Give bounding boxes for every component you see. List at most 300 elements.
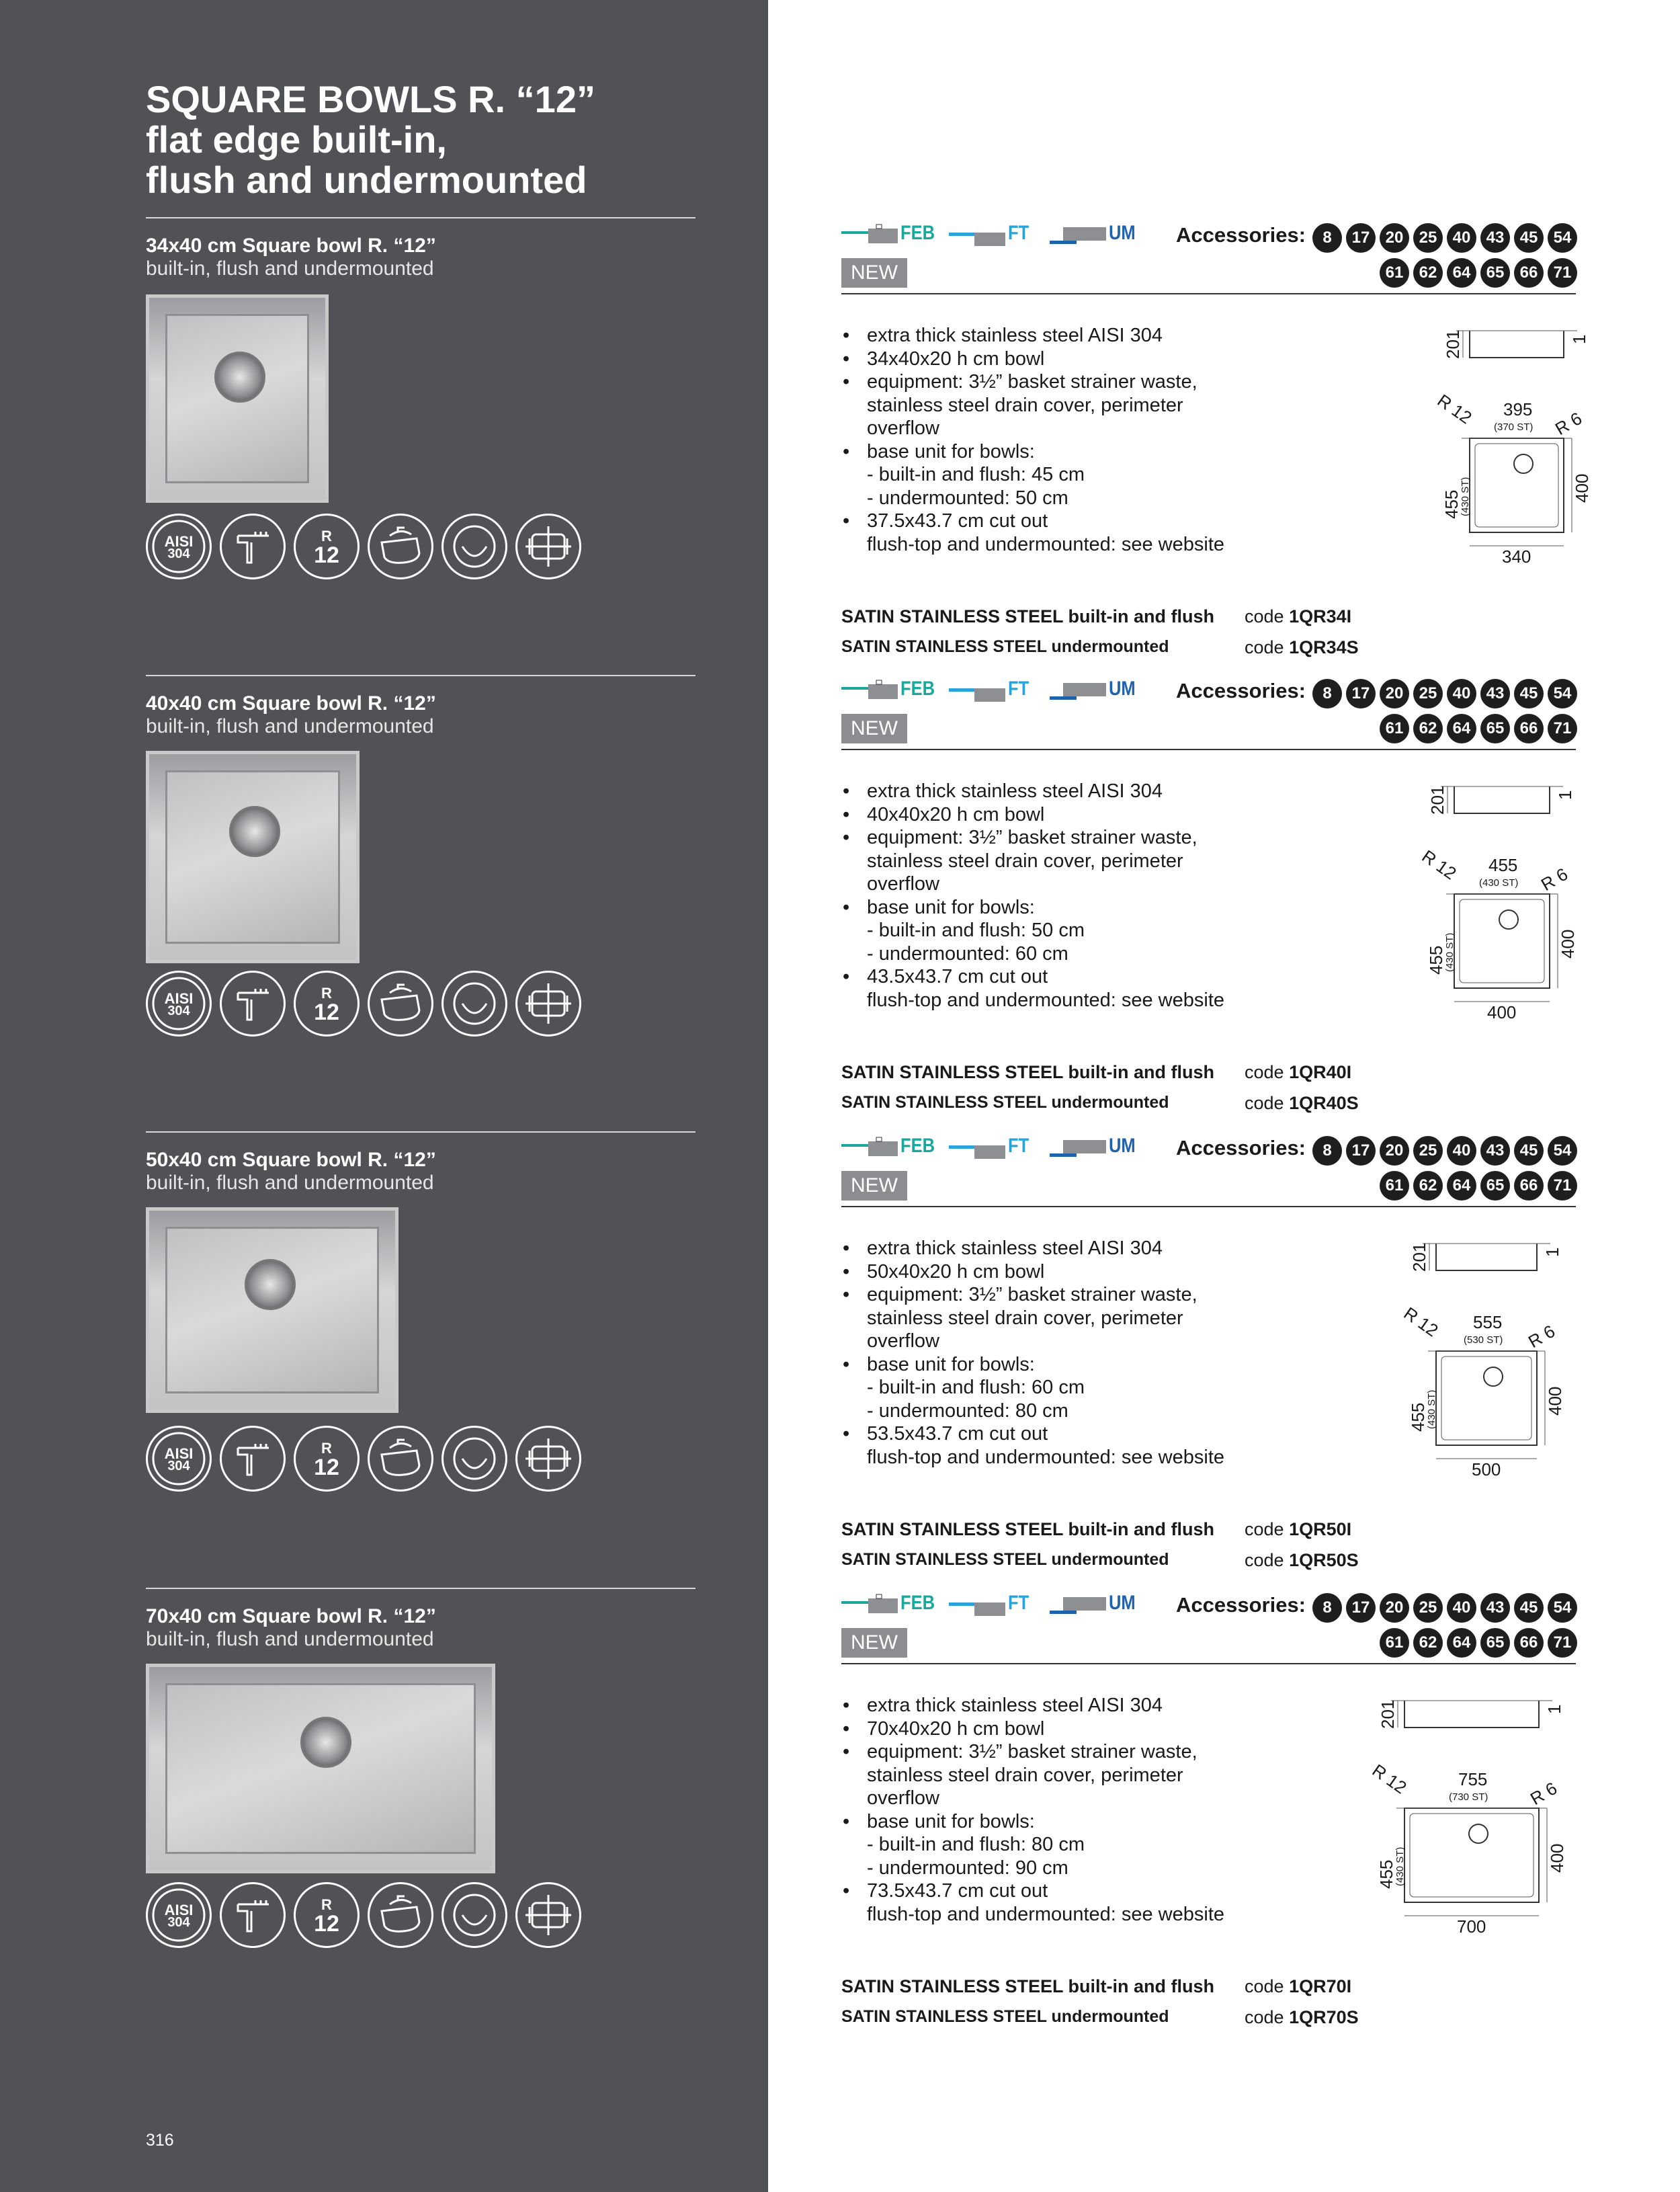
product-code-row <box>841 2007 1576 2034</box>
accessory-badge[interactable]: 25 <box>1413 1593 1443 1623</box>
um-mount <box>1050 1135 1157 1162</box>
accessory-badge[interactable]: 43 <box>1480 223 1510 253</box>
product-heading: 34x40 cm Square bowl R. “12” <box>146 235 436 257</box>
accessory-badge[interactable]: 64 <box>1447 258 1476 288</box>
product-code-row <box>841 1062 1576 1089</box>
cut-out-template-icon-graphic <box>517 516 579 577</box>
caliper-thickness-icon-graphic <box>222 1428 284 1490</box>
material-label: SATIN STAINLESS STEEL undermounted <box>841 637 1169 656</box>
page-title-line: flat edge built-in, <box>146 118 447 161</box>
radius-label: R <box>321 985 332 1002</box>
caliper-thickness-icon-graphic <box>222 516 284 577</box>
accessory-badge[interactable]: 25 <box>1413 1136 1443 1166</box>
product-code-row <box>841 1093 1576 1120</box>
accessory-badge[interactable]: 40 <box>1447 1593 1476 1623</box>
um-mount-label: UM <box>1109 1135 1136 1157</box>
outer-height-dimension: 455 <box>1441 489 1462 519</box>
product-spec <box>841 1129 1576 1573</box>
strainer-waste-icon <box>442 1426 507 1492</box>
left-panel <box>0 0 768 2192</box>
feature-item: • 34x40x20 h cm bowl <box>841 348 1312 371</box>
section-divider <box>841 1663 1576 1664</box>
feature-item: • 53.5x43.7 cm cut out <box>841 1422 1312 1446</box>
inner-width-dimension: 500 <box>1472 1459 1501 1479</box>
accessory-badge[interactable]: 43 <box>1480 679 1510 708</box>
feature-item: • extra thick stainless steel AISI 304 <box>841 1694 1312 1717</box>
code-value: 1QR40S <box>1289 1093 1359 1113</box>
section-divider <box>841 749 1576 750</box>
accessory-badge[interactable]: 54 <box>1548 223 1577 253</box>
feature-item: • 40x40x20 h cm bowl <box>841 803 1312 827</box>
bowl-top-view <box>1454 894 1550 988</box>
code-value: 1QR50S <box>1289 1550 1359 1570</box>
radius-12-icon <box>294 1426 360 1492</box>
feature-item: • base unit for bowls: <box>841 440 1312 464</box>
code-prefix: code <box>1245 2007 1284 2027</box>
ft-mount <box>949 222 1056 249</box>
accessory-badge[interactable]: 66 <box>1514 258 1544 288</box>
strainer-waste-icon-graphic <box>444 1884 505 1946</box>
accessory-badge[interactable]: 71 <box>1548 714 1577 743</box>
accessory-badge[interactable]: 66 <box>1514 1628 1544 1658</box>
ft-mount-icon <box>949 222 1007 249</box>
outer-height-st-dimension: (430 ST) <box>1460 477 1471 516</box>
accessory-badge[interactable]: 62 <box>1413 1628 1443 1658</box>
accessories-label: Accessories: <box>1176 679 1306 702</box>
feature-icons <box>146 1426 697 1493</box>
page-title-line: flush and undermounted <box>146 159 587 201</box>
product-heading: 40x40 cm Square bowl R. “12” <box>146 692 436 715</box>
bowl-basin <box>165 1683 476 1854</box>
accessory-badge[interactable]: 71 <box>1548 1171 1577 1201</box>
feature-item: • 70x40x20 h cm bowl <box>841 1717 1312 1741</box>
material-label: SATIN STAINLESS STEEL built-in and flush <box>841 606 1215 626</box>
accessory-badge[interactable]: 65 <box>1480 714 1510 743</box>
rim-dimension: 1 <box>1544 1704 1564 1714</box>
accessories-label: Accessories: <box>1176 1593 1306 1617</box>
radius-value: 12 <box>314 1000 339 1025</box>
feature-item: - built-in and flush: 80 cm <box>867 1834 1085 1855</box>
outer-radius-dimension: R 12 <box>1418 846 1460 884</box>
feb-mount-label: FEB <box>900 222 935 244</box>
cut-out-template-icon <box>515 1882 581 1948</box>
feature-item: stainless steel drain cover, perimeter <box>867 1307 1183 1329</box>
outer-radius-dimension: R 12 <box>1368 1760 1411 1798</box>
outer-width-st-dimension: (530 ST) <box>1464 1334 1503 1346</box>
caliper-thickness-icon <box>220 514 286 579</box>
aisi-304-icon <box>146 1882 212 1948</box>
depth-dimension: 201 <box>1409 1242 1429 1272</box>
product-code-row <box>841 637 1576 664</box>
bowl-profile <box>1470 331 1564 358</box>
accessory-badge[interactable]: 62 <box>1413 1171 1443 1201</box>
technical-drawing <box>1368 1687 1581 1946</box>
cut-out-template-icon <box>515 971 581 1037</box>
product-code-row <box>841 606 1576 633</box>
inner-width-dimension: 340 <box>1502 546 1531 567</box>
accessory-badge[interactable]: 8 <box>1312 1593 1342 1623</box>
product-code <box>1245 1519 1351 1540</box>
feature-item: - built-in and flush: 45 cm <box>867 464 1085 485</box>
accessory-badge[interactable]: 64 <box>1447 1171 1476 1201</box>
feature-item: - undermounted: 80 cm <box>867 1399 1068 1422</box>
page-title-line: SQUARE BOWLS R. “12” <box>146 78 595 120</box>
feature-item: stainless steel drain cover, perimeter <box>867 394 1183 416</box>
accessory-badge[interactable]: 45 <box>1514 679 1544 708</box>
inner-radius-dimension: R 6 <box>1525 1320 1559 1352</box>
depth-dimension: 201 <box>1443 329 1463 359</box>
product-code-row <box>841 1976 1576 2003</box>
bowl-top-view <box>1404 1808 1539 1902</box>
caliper-thickness-icon <box>220 1426 286 1492</box>
ft-mount-label: FT <box>1008 678 1030 700</box>
feature-list <box>841 1694 1312 1926</box>
product-code <box>1245 1062 1351 1083</box>
product-code-row <box>841 1550 1576 1577</box>
section-divider <box>841 1206 1576 1207</box>
accessory-badge[interactable]: 65 <box>1480 1171 1510 1201</box>
outer-radius-dimension: R 12 <box>1400 1303 1442 1341</box>
radius-label: R <box>321 1896 332 1913</box>
feb-mount-label: FEB <box>900 1135 935 1157</box>
accessory-badge[interactable]: 20 <box>1380 1136 1409 1166</box>
ft-mount-label: FT <box>1008 1135 1030 1157</box>
ft-mount <box>949 678 1056 704</box>
um-mount-icon <box>1050 678 1107 704</box>
code-prefix: code <box>1245 637 1284 657</box>
accessory-badge[interactable]: 71 <box>1548 258 1577 288</box>
accessories-label: Accessories: <box>1176 1136 1306 1160</box>
aisi-label: AISI <box>164 533 194 550</box>
feature-item: • base unit for bowls: <box>841 1353 1312 1377</box>
cookware-pot-icon <box>368 514 433 579</box>
technical-drawing <box>1379 317 1592 576</box>
drain-hole-icon <box>1484 1367 1503 1386</box>
ft-mount-label: FT <box>1008 222 1030 244</box>
feb-mount-icon <box>841 222 899 249</box>
aisi-label: AISI <box>164 1445 194 1462</box>
accessory-badge[interactable]: 40 <box>1447 223 1476 253</box>
feature-item: overflow <box>867 1330 939 1352</box>
feature-icons <box>146 1882 697 1949</box>
cut-out-template-icon <box>515 1426 581 1492</box>
outer-height-dimension: 455 <box>1376 1859 1396 1889</box>
technical-drawing <box>1379 773 1581 1032</box>
cut-out-template-icon <box>515 514 581 579</box>
accessory-badge[interactable]: 43 <box>1480 1136 1510 1166</box>
feature-item: flush-top and undermounted: see website <box>867 1903 1225 1925</box>
accessory-badge[interactable]: 25 <box>1413 679 1443 708</box>
new-badge: NEW <box>841 258 907 288</box>
accessory-badge[interactable]: 8 <box>1312 223 1342 253</box>
radius-12-icon <box>294 1882 360 1948</box>
strainer-waste-icon <box>442 971 507 1037</box>
code-prefix: code <box>1245 1976 1284 1996</box>
cookware-pot-icon-graphic <box>370 1884 431 1946</box>
drain-icon <box>214 352 265 403</box>
radius-12-icon <box>294 514 360 579</box>
accessory-badge[interactable]: 65 <box>1480 258 1510 288</box>
product-spec <box>841 1586 1576 2030</box>
feature-item: • extra thick stainless steel AISI 304 <box>841 324 1312 348</box>
depth-dimension: 201 <box>1378 1699 1398 1729</box>
rim-dimension: 1 <box>1569 334 1589 344</box>
aisi-label: AISI <box>164 990 194 1007</box>
product-heading-block <box>146 675 696 738</box>
strainer-waste-icon <box>442 514 507 579</box>
outer-width-dimension: 755 <box>1458 1769 1488 1789</box>
outer-height-dimension: 455 <box>1426 945 1446 975</box>
feb-mount <box>841 1135 949 1162</box>
feature-item: flush-top and undermounted: see website <box>867 1446 1225 1468</box>
ft-mount <box>949 1592 1056 1619</box>
aisi-304-icon <box>146 971 212 1037</box>
cookware-pot-icon-graphic <box>370 516 431 577</box>
feature-item: overflow <box>867 873 939 895</box>
product-code <box>1245 2007 1359 2028</box>
caliper-thickness-icon-graphic <box>222 1884 284 1946</box>
inner-height-dimension: 400 <box>1572 473 1592 503</box>
feb-mount-label: FEB <box>900 678 935 700</box>
feb-mount-icon <box>841 1135 899 1162</box>
radius-value: 12 <box>314 1455 339 1480</box>
dimension-drawing <box>1368 1687 1581 1943</box>
material-label: SATIN STAINLESS STEEL undermounted <box>841 2007 1169 2026</box>
cookware-pot-icon-graphic <box>370 973 431 1034</box>
accessory-badge[interactable]: 61 <box>1380 258 1409 288</box>
radius-value: 12 <box>314 1911 339 1937</box>
feature-item: overflow <box>867 1787 939 1809</box>
aisi-grade: 304 <box>167 546 190 561</box>
accessory-badge[interactable]: 64 <box>1447 1628 1476 1658</box>
feature-item: flush-top and undermounted: see website <box>867 989 1225 1011</box>
strainer-waste-icon-graphic <box>444 1428 505 1490</box>
depth-dimension: 201 <box>1427 785 1447 815</box>
strainer-waste-icon-graphic <box>444 516 505 577</box>
accessory-badge[interactable]: 61 <box>1380 1171 1409 1201</box>
accessory-badge[interactable]: 8 <box>1312 1136 1342 1166</box>
accessory-badge[interactable]: 71 <box>1548 1628 1577 1658</box>
accessory-badge[interactable]: 20 <box>1380 1593 1409 1623</box>
outer-width-dimension: 455 <box>1488 855 1518 875</box>
outer-height-st-dimension: (430 ST) <box>1394 1846 1406 1886</box>
cookware-pot-icon <box>368 1882 433 1948</box>
bowl-photo <box>146 1664 495 1873</box>
accessory-badge[interactable]: 17 <box>1346 679 1376 708</box>
rim-dimension: 1 <box>1542 1247 1562 1257</box>
strainer-waste-icon <box>442 1882 507 1948</box>
feb-mount-icon <box>841 678 899 704</box>
product-code-row <box>841 1519 1576 1546</box>
feature-item: overflow <box>867 417 939 439</box>
code-value: 1QR34I <box>1289 606 1352 626</box>
um-mount-label: UM <box>1109 1592 1136 1614</box>
accessory-badge[interactable]: 20 <box>1380 223 1409 253</box>
radius-label: R <box>321 1440 332 1457</box>
code-prefix: code <box>1245 1093 1284 1113</box>
um-mount-icon <box>1050 222 1107 249</box>
inner-width-dimension: 700 <box>1457 1916 1486 1937</box>
aisi-grade: 304 <box>167 1004 190 1018</box>
accessory-badge[interactable]: 66 <box>1514 714 1544 743</box>
feature-icons <box>146 514 697 581</box>
feature-item: - undermounted: 50 cm <box>867 487 1068 509</box>
um-mount-label: UM <box>1109 222 1136 244</box>
product-subheading: built-in, flush and undermounted <box>146 1628 434 1650</box>
accessory-badge[interactable]: 54 <box>1548 1136 1577 1166</box>
feature-item: • 73.5x43.7 cm cut out <box>841 1879 1312 1903</box>
accessory-badge[interactable]: 45 <box>1514 223 1544 253</box>
bowl-photo <box>146 294 329 503</box>
feb-mount <box>841 222 949 249</box>
accessory-badge[interactable]: 65 <box>1480 1628 1510 1658</box>
cut-out-template-icon-graphic <box>517 973 579 1034</box>
code-value: 1QR34S <box>1289 637 1359 657</box>
feature-item: • equipment: 3½” basket strainer waste, <box>841 1283 1312 1307</box>
outer-width-dimension: 395 <box>1503 399 1533 419</box>
product-spec <box>841 216 1592 660</box>
accessory-badge[interactable]: 45 <box>1514 1136 1544 1166</box>
material-label: SATIN STAINLESS STEEL undermounted <box>841 1550 1169 1569</box>
accessory-badge[interactable]: 66 <box>1514 1171 1544 1201</box>
bowl-photo <box>146 751 360 963</box>
outer-height-st-dimension: (430 ST) <box>1444 932 1456 972</box>
accessory-badge[interactable]: 43 <box>1480 1593 1510 1623</box>
feature-item: • base unit for bowls: <box>841 896 1312 920</box>
product-spec <box>841 672 1576 1116</box>
accessory-badge[interactable]: 62 <box>1413 258 1443 288</box>
accessory-badge[interactable]: 25 <box>1413 223 1443 253</box>
um-mount <box>1050 1592 1157 1619</box>
bowl-profile <box>1436 1244 1537 1270</box>
drain-hole-icon <box>1469 1824 1488 1843</box>
drain-icon <box>245 1259 296 1310</box>
accessory-badge[interactable]: 54 <box>1548 679 1577 708</box>
code-prefix: code <box>1245 1550 1284 1570</box>
code-prefix: code <box>1245 606 1284 626</box>
accessory-badge[interactable]: 64 <box>1447 714 1476 743</box>
technical-drawing <box>1379 1230 1581 1489</box>
inner-radius-dimension: R 6 <box>1552 407 1586 440</box>
dimension-drawing <box>1379 1230 1581 1486</box>
caliper-thickness-icon <box>220 1882 286 1948</box>
accessory-badge[interactable]: 17 <box>1346 223 1376 253</box>
material-label: SATIN STAINLESS STEEL built-in and flush <box>841 1976 1215 1996</box>
product-code <box>1245 1093 1359 1114</box>
feature-icons <box>146 971 697 1038</box>
feb-mount-label: FEB <box>900 1592 935 1614</box>
accessory-badge[interactable]: 17 <box>1346 1136 1376 1166</box>
um-mount-icon <box>1050 1592 1107 1619</box>
outer-width-st-dimension: (730 ST) <box>1449 1791 1488 1803</box>
bowl-top-view <box>1436 1351 1537 1445</box>
feature-item: • extra thick stainless steel AISI 304 <box>841 780 1312 803</box>
ft-mount-label: FT <box>1008 1592 1030 1614</box>
accessories-label: Accessories: <box>1176 223 1306 247</box>
material-label: SATIN STAINLESS STEEL built-in and flush <box>841 1062 1215 1082</box>
accessory-badge[interactable]: 40 <box>1447 679 1476 708</box>
code-value: 1QR70I <box>1289 1976 1352 1996</box>
product-heading-block <box>146 217 696 280</box>
new-badge: NEW <box>841 1628 907 1658</box>
accessory-badge[interactable]: 61 <box>1380 714 1409 743</box>
feature-item: • 37.5x43.7 cm cut out <box>841 510 1312 533</box>
inner-width-dimension: 400 <box>1487 1002 1517 1022</box>
inner-height-dimension: 400 <box>1558 929 1578 959</box>
code-value: 1QR40I <box>1289 1062 1352 1082</box>
feature-list <box>841 1237 1312 1469</box>
drain-hole-icon <box>1514 454 1533 473</box>
product-heading-block <box>146 1588 696 1651</box>
feature-item: • extra thick stainless steel AISI 304 <box>841 1237 1312 1260</box>
aisi-grade: 304 <box>167 1915 190 1930</box>
feature-item: • equipment: 3½” basket strainer waste, <box>841 370 1312 394</box>
radius-12-icon <box>294 971 360 1037</box>
drain-icon <box>300 1717 351 1768</box>
accessory-badge[interactable]: 20 <box>1380 679 1409 708</box>
bowl-basin <box>165 770 340 944</box>
bowl-top-view <box>1470 438 1564 532</box>
feb-mount <box>841 678 949 704</box>
feature-list <box>841 324 1312 556</box>
accessory-badge[interactable]: 8 <box>1312 679 1342 708</box>
feature-item: • 43.5x43.7 cm cut out <box>841 965 1312 989</box>
section-divider <box>841 293 1576 294</box>
outer-radius-dimension: R 12 <box>1433 390 1476 428</box>
bowl-profile <box>1404 1701 1539 1728</box>
feature-item: flush-top and undermounted: see website <box>867 533 1225 555</box>
material-label: SATIN STAINLESS STEEL built-in and flush <box>841 1519 1215 1539</box>
dimension-drawing <box>1379 317 1592 573</box>
radius-value: 12 <box>314 542 339 568</box>
product-subheading: built-in, flush and undermounted <box>146 715 434 737</box>
inner-height-dimension: 400 <box>1545 1386 1565 1416</box>
outer-height-st-dimension: (430 ST) <box>1426 1389 1437 1429</box>
strainer-waste-icon-graphic <box>444 973 505 1034</box>
ft-mount-icon <box>949 1592 1007 1619</box>
dimension-drawing <box>1379 773 1581 1028</box>
code-value: 1QR70S <box>1289 2007 1359 2027</box>
material-label: SATIN STAINLESS STEEL undermounted <box>841 1093 1169 1112</box>
product-code <box>1245 1550 1359 1571</box>
feature-list <box>841 780 1312 1012</box>
aisi-label: AISI <box>164 1902 194 1918</box>
inner-radius-dimension: R 6 <box>1538 863 1572 895</box>
accessory-badge[interactable]: 40 <box>1447 1136 1476 1166</box>
bowl-profile <box>1454 786 1550 813</box>
um-mount <box>1050 678 1157 704</box>
caliper-thickness-icon-graphic <box>222 973 284 1034</box>
product-code <box>1245 637 1359 658</box>
cookware-pot-icon <box>368 971 433 1037</box>
inner-radius-dimension: R 6 <box>1527 1777 1561 1810</box>
accessory-badge[interactable]: 17 <box>1346 1593 1376 1623</box>
accessory-badge[interactable]: 54 <box>1548 1593 1577 1623</box>
outer-width-st-dimension: (370 ST) <box>1494 421 1534 433</box>
feature-item: - built-in and flush: 60 cm <box>867 1377 1085 1398</box>
aisi-grade: 304 <box>167 1459 190 1473</box>
accessory-badge[interactable]: 61 <box>1380 1628 1409 1658</box>
product-subheading: built-in, flush and undermounted <box>146 1172 434 1194</box>
cut-out-template-icon-graphic <box>517 1428 579 1490</box>
product-heading: 50x40 cm Square bowl R. “12” <box>146 1149 436 1171</box>
product-code <box>1245 1976 1351 1997</box>
aisi-304-icon <box>146 1426 212 1492</box>
accessory-badge[interactable]: 45 <box>1514 1593 1544 1623</box>
accessory-badge[interactable]: 62 <box>1413 714 1443 743</box>
code-prefix: code <box>1245 1519 1284 1539</box>
um-mount-label: UM <box>1109 678 1136 700</box>
